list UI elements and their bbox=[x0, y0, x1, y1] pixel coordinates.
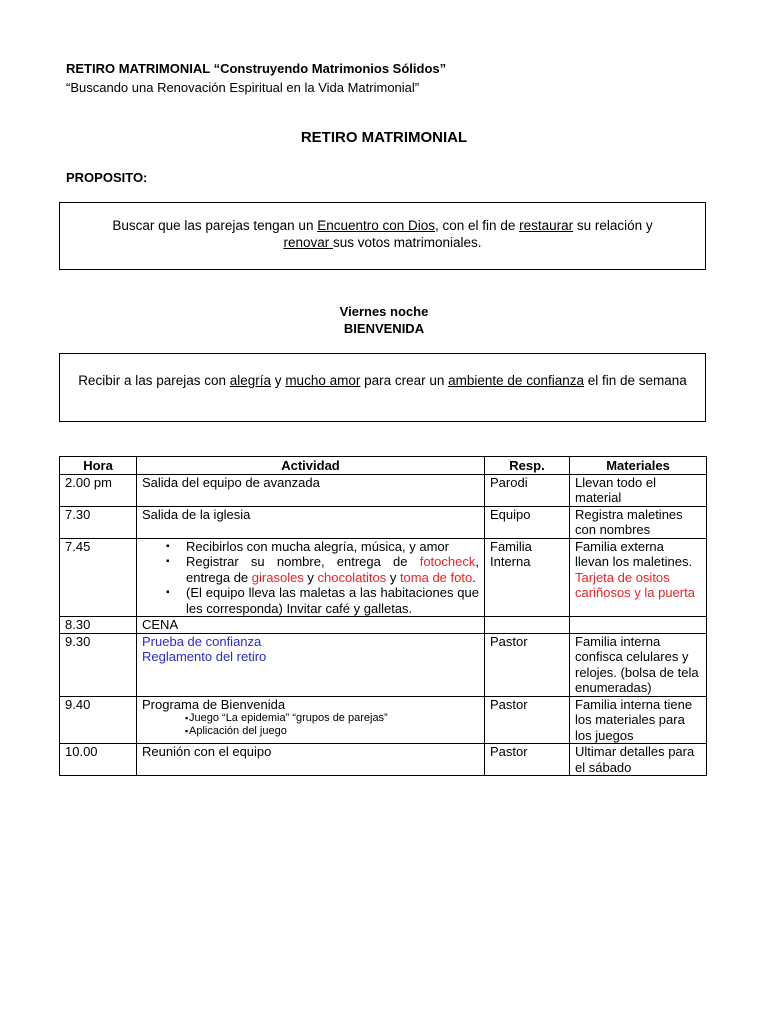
cell-actividad: CENA bbox=[137, 617, 485, 634]
list-item bbox=[142, 554, 479, 585]
cell-actividad bbox=[137, 696, 485, 744]
table-row bbox=[60, 696, 707, 744]
cell-hora: 9.40 bbox=[60, 696, 137, 744]
cell-resp: Pastor bbox=[485, 633, 570, 696]
table-row bbox=[60, 474, 707, 506]
activity-bullet-list bbox=[142, 539, 479, 617]
proposito-underline-restaurar: restaurar bbox=[519, 218, 574, 233]
column-header-materiales: Materiales bbox=[570, 457, 707, 475]
cell-materiales bbox=[570, 538, 707, 617]
bienvenida-text-3: para crear un bbox=[360, 373, 449, 388]
proposito-text-1: Buscar que las parejas tengan un bbox=[112, 218, 318, 233]
list-item-text: , entrega de bbox=[186, 554, 479, 585]
cell-resp: Parodi bbox=[485, 474, 570, 506]
proposito-text-2: , con el fin de bbox=[435, 218, 520, 233]
cell-actividad bbox=[137, 538, 485, 617]
document-title: RETIRO MATRIMONIAL bbox=[300, 129, 468, 146]
cell-actividad: Salida del equipo de avanzada bbox=[137, 474, 485, 506]
cell-resp: Pastor bbox=[485, 696, 570, 744]
table-row bbox=[60, 744, 707, 776]
highlight-fotocheck: fotocheck bbox=[419, 554, 476, 569]
cell-hora: 10.00 bbox=[60, 744, 137, 776]
bienvenida-text-1: Recibir a las parejas con bbox=[78, 373, 230, 388]
cell-materiales bbox=[570, 617, 707, 634]
proposito-underline-renovar: renovar bbox=[283, 235, 333, 250]
table-row bbox=[60, 617, 707, 634]
highlight-toma-de-foto: toma de foto bbox=[399, 569, 473, 585]
proposito-box bbox=[59, 202, 706, 270]
cell-actividad: Reunión con el equipo bbox=[137, 744, 485, 776]
bienvenida-box bbox=[59, 353, 706, 422]
proposito-underline-encuentro: Encuentro con Dios bbox=[317, 218, 436, 233]
bienvenida-underline-confianza: ambiente de confianza bbox=[448, 373, 584, 388]
cell-resp bbox=[485, 617, 570, 634]
cell-hora: 7.30 bbox=[60, 506, 137, 538]
list-item-text: . bbox=[472, 569, 476, 585]
table-header-row bbox=[60, 457, 707, 475]
activity-reglamento-del-retiro: Reglamento del retiro bbox=[142, 649, 267, 664]
list-item-text: y bbox=[303, 569, 318, 585]
cell-resp: Pastor bbox=[485, 744, 570, 776]
column-header-hora: Hora bbox=[60, 457, 137, 475]
bienvenida-text-2: y bbox=[271, 373, 286, 388]
header-subtitle: “Buscando una Renovación Espiritual en la Vida Matrimonial” bbox=[66, 80, 420, 95]
table-row bbox=[60, 633, 707, 696]
cell-materiales: Familia interna tiene los materiales para los juegos bbox=[570, 696, 707, 744]
cell-actividad: Salida de la iglesia bbox=[137, 506, 485, 538]
section-name: BIENVENIDA bbox=[343, 321, 425, 336]
bienvenida-underline-amor: mucho amor bbox=[285, 373, 361, 388]
column-header-actividad: Actividad bbox=[137, 457, 485, 475]
highlight-chocolatitos: chocolatitos bbox=[317, 569, 387, 585]
cell-materiales: Familia interna confisca celulares y relojes. (bolsa de tela enumeradas) bbox=[570, 633, 707, 696]
activity-sub-list bbox=[142, 712, 479, 738]
cell-resp: Equipo bbox=[485, 506, 570, 538]
cell-hora: 7.45 bbox=[60, 538, 137, 617]
list-item: ▪ Recibirlos con mucha alegría, música, y amor bbox=[142, 539, 479, 555]
proposito-text-3: su relación y bbox=[573, 218, 653, 233]
cell-actividad bbox=[137, 633, 485, 696]
cell-resp: Familia Interna bbox=[485, 538, 570, 617]
bienvenida-underline-alegria: alegría bbox=[229, 373, 272, 388]
list-item-text: Aplicación del juego bbox=[189, 725, 287, 737]
materiales-text: Familia externa llevan los maletines. bbox=[575, 538, 693, 569]
list-item-text: Juego “La epidemia” “grupos de parejas” bbox=[189, 712, 388, 724]
list-item bbox=[142, 712, 479, 725]
cell-hora: 2.00 pm bbox=[60, 474, 137, 506]
cell-materiales: Ultimar detalles para el sábado bbox=[570, 744, 707, 776]
cell-hora: 9.30 bbox=[60, 633, 137, 696]
table-row bbox=[60, 538, 707, 617]
list-item bbox=[142, 725, 479, 738]
bienvenida-text-4: el fin de semana bbox=[583, 373, 687, 388]
schedule-table bbox=[59, 456, 707, 776]
cell-materiales: Llevan todo el material bbox=[570, 474, 707, 506]
proposito-text-4: sus votos matrimoniales. bbox=[332, 235, 482, 250]
activity-programa-de-bienvenida: Programa de Bienvenida bbox=[142, 696, 286, 712]
list-item: ▪ (El equipo lleva las maletas a las habitaciones que les corresponda) Invitar café y galletas. bbox=[142, 585, 479, 616]
list-item-text: Registrar su nombre, entrega de bbox=[186, 554, 420, 569]
highlight-tarjeta: Tarjeta de ositos cariñosos y la puerta bbox=[575, 569, 695, 600]
highlight-girasoles: girasoles bbox=[251, 569, 304, 585]
cell-materiales: Registra maletines con nombres bbox=[570, 506, 707, 538]
table-row bbox=[60, 506, 707, 538]
section-day: Viernes noche bbox=[339, 304, 429, 319]
proposito-label: PROPOSITO: bbox=[66, 170, 148, 185]
column-header-resp: Resp. bbox=[485, 457, 570, 475]
header-title: RETIRO MATRIMONIAL “Construyendo Matrimonios Sólidos” bbox=[66, 61, 447, 76]
list-item-text: y bbox=[386, 569, 400, 585]
cell-hora: 8.30 bbox=[60, 617, 137, 634]
activity-prueba-de-confianza: Prueba de confianza bbox=[142, 633, 262, 649]
